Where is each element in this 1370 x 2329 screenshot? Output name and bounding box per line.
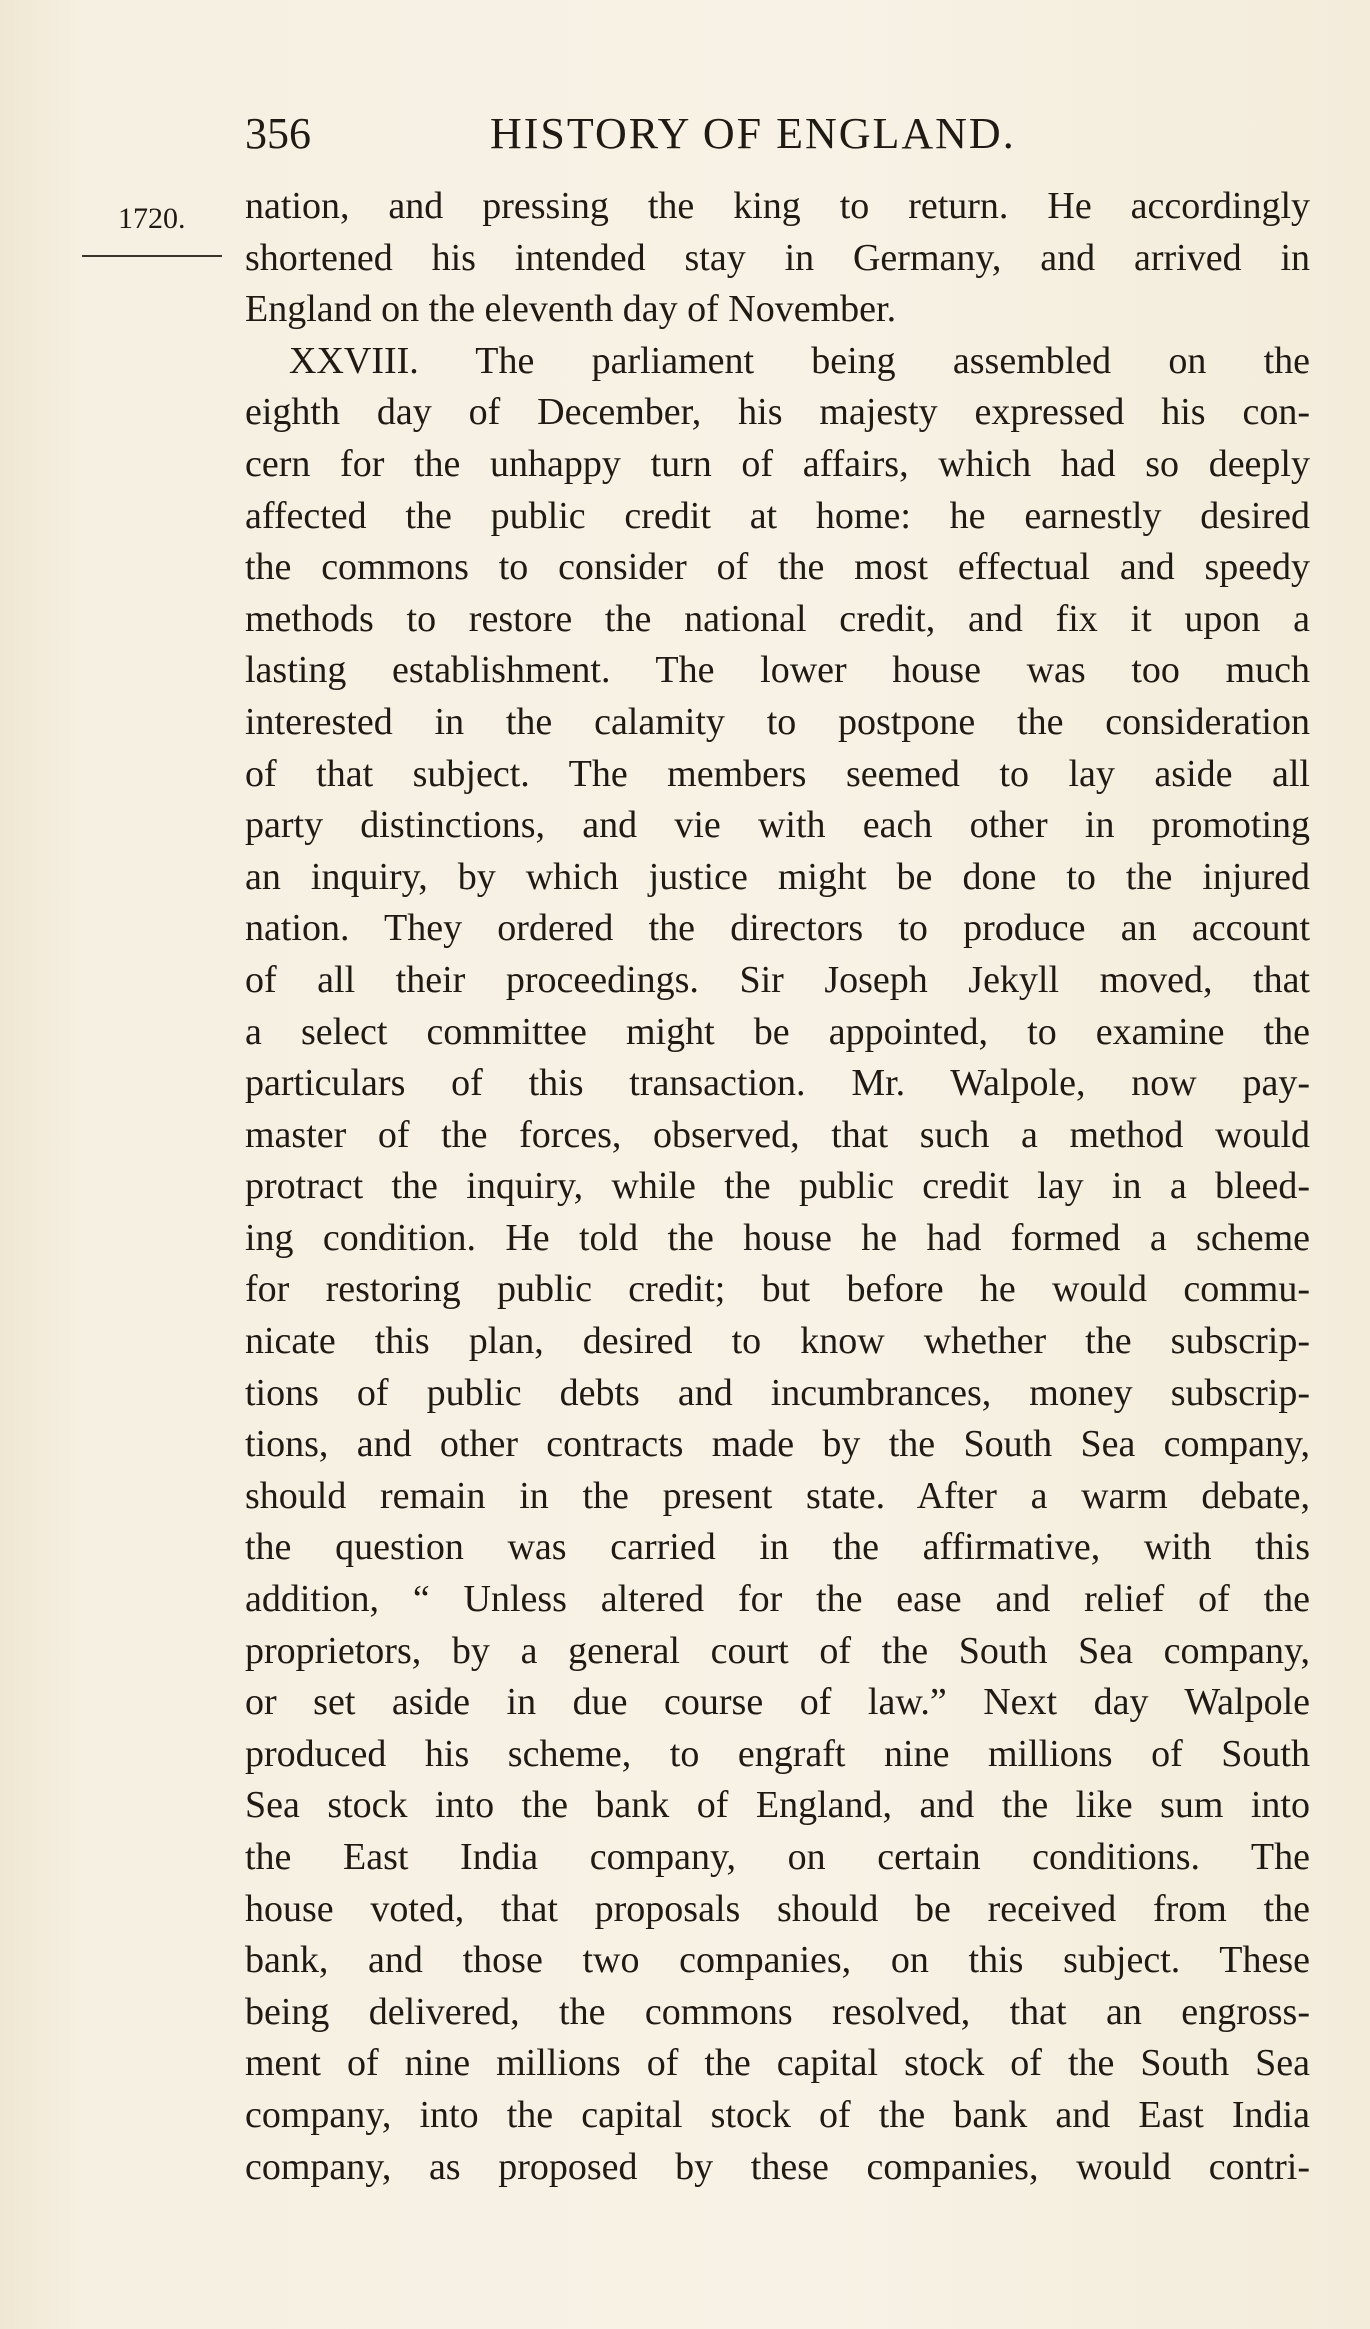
running-title: HISTORY OF ENGLAND. (490, 109, 1016, 158)
text-line: ing condition. He told the house he had formed a scheme (245, 1216, 1310, 1259)
text-line: ment of nine millions of the capital stock of the South Sea (245, 2042, 1310, 2085)
text-line: the commons to consider of the most effectual and speedy (245, 546, 1310, 589)
text-line: addition, “ Unless altered for the ease and relief of the (245, 1578, 1310, 1621)
text-line: affected the public credit at home: he earnestly desired (245, 494, 1310, 537)
page-header (245, 108, 1075, 164)
text-line: cern for the unhappy turn of affairs, which had so deeply (245, 442, 1310, 485)
text-line: the East India company, on certain conditions. The (245, 1836, 1310, 1878)
body-text (245, 181, 1310, 2193)
text-line: master of the forces, observed, that such a method would (245, 1113, 1310, 1156)
text-line: house voted, that proposals should be received from the (245, 1887, 1310, 1930)
text-line: Sea stock into the bank of England, and the like sum into (245, 1784, 1310, 1827)
text-line: methods to restore the national credit, and fix it upon a (245, 597, 1310, 640)
text-line: being delivered, the commons resolved, that an engross- (245, 1990, 1310, 2033)
text-line: a select committee might be appointed, to examine the (245, 1010, 1310, 1053)
text-line: of that subject. The members seemed to lay aside all (245, 752, 1310, 795)
text-line: tions, and other contracts made by the South Sea company, (245, 1423, 1310, 1466)
text-line: bank, and those two companies, on this subject. These (245, 1939, 1310, 1982)
text-line: protract the inquiry, while the public credit lay in a bleed- (245, 1165, 1310, 1208)
text-line: or set aside in due course of law.” Next day Walpole (245, 1681, 1310, 1724)
margin-rule (82, 255, 222, 257)
text-line: interested in the calamity to postpone the consideration (245, 700, 1310, 743)
text-line: particulars of this transaction. Mr. Walpole, now pay- (245, 1062, 1310, 1105)
text-line: nation, and pressing the king to return. He accordingly (245, 185, 1310, 227)
text-line: tions of public debts and incumbrances, money subscrip- (245, 1371, 1310, 1414)
text-line: nicate this plan, desired to know whether the subscrip- (245, 1320, 1310, 1363)
text-line: company, into the capital stock of the bank and East India (245, 2093, 1310, 2136)
text-line: nation. They ordered the directors to produce an account (245, 907, 1310, 950)
page-number: 356 (245, 109, 311, 158)
text-line: should remain in the present state. After a warm debate, (245, 1474, 1310, 1517)
text-line: shortened his intended stay in Germany, and arrived in (245, 236, 1310, 279)
text-line: produced his scheme, to engraft nine millions of South (245, 1732, 1310, 1775)
text-line: eighth day of December, his majesty expressed his con- (245, 391, 1310, 434)
text-line: England on the eleventh day of November. (245, 288, 897, 331)
text-line: for restoring public credit; but before he would commu- (245, 1268, 1310, 1311)
text-line: the question was carried in the affirmative, with this (245, 1526, 1310, 1569)
text-line: lasting establishment. The lower house was too much (245, 649, 1310, 692)
text-line: XXVIII. The parliament being assembled on the (289, 339, 1310, 382)
text-line: of all their proceedings. Sir Joseph Jekyll moved, that (245, 958, 1310, 1001)
text-line: company, as proposed by these companies, would contri- (245, 2145, 1310, 2188)
text-line: an inquiry, by which justice might be done to the injured (245, 855, 1310, 898)
text-line: proprietors, by a general court of the South Sea company, (245, 1629, 1310, 1672)
margin-year-note: 1720. (118, 202, 186, 235)
text-line: party distinctions, and vie with each other in promoting (245, 804, 1310, 847)
